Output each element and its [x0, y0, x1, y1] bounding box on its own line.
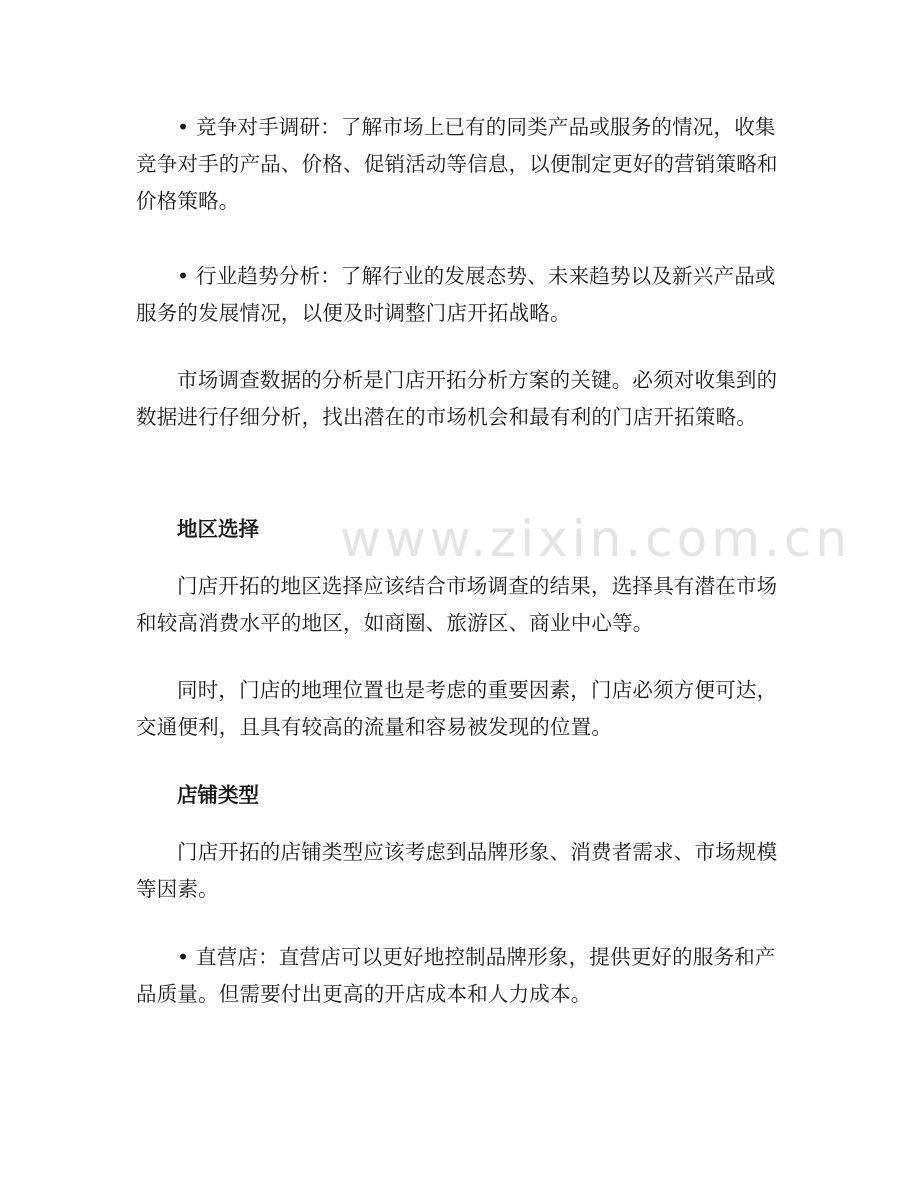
bullet-paragraph-direct-store: • 直营店：直营店可以更好地控制品牌形象，提供更好的服务和产品质量。但需要付出更高的开店成本和人力成本。 [136, 945, 776, 1006]
section-heading-region-selection: 地区选择 [177, 517, 259, 541]
section-heading-store-type: 店铺类型 [177, 783, 259, 807]
paragraph-region-selection: 门店开拓的地区选择应该结合市场调查的结果，选择具有潜在市场和较高消费水平的地区，如商圈、旅游区、商业中心等。 [136, 574, 778, 635]
paragraph-location: 同时，门店的地理位置也是考虑的重要因素，门店必须方便可达，交通便利，且具有较高的流量和容易被发现的位置。 [136, 678, 778, 739]
bullet-paragraph-industry-trend: • 行业趋势分析：了解行业的发展态势、未来趋势以及新兴产品或服务的发展情况，以便及时调整门店开拓战略。 [136, 264, 776, 325]
bullet-paragraph-competitor-research: • 竞争对手调研：了解市场上已有的同类产品或服务的情况，收集竞争对手的产品、价格、促销活动等信息，以便制定更好的营销策略和价格策略。 [136, 115, 778, 213]
paragraph-data-analysis: 市场调查数据的分析是门店开拓分析方案的关键。必须对收集到的数据进行仔细分析，找出潜在的市场机会和最有利的门店开拓策略。 [136, 368, 778, 429]
watermark: www.zixin.com.cn [340, 510, 852, 568]
paragraph-store-type: 门店开拓的店铺类型应该考虑到品牌形象、消费者需求、市场规模等因素。 [136, 840, 778, 901]
